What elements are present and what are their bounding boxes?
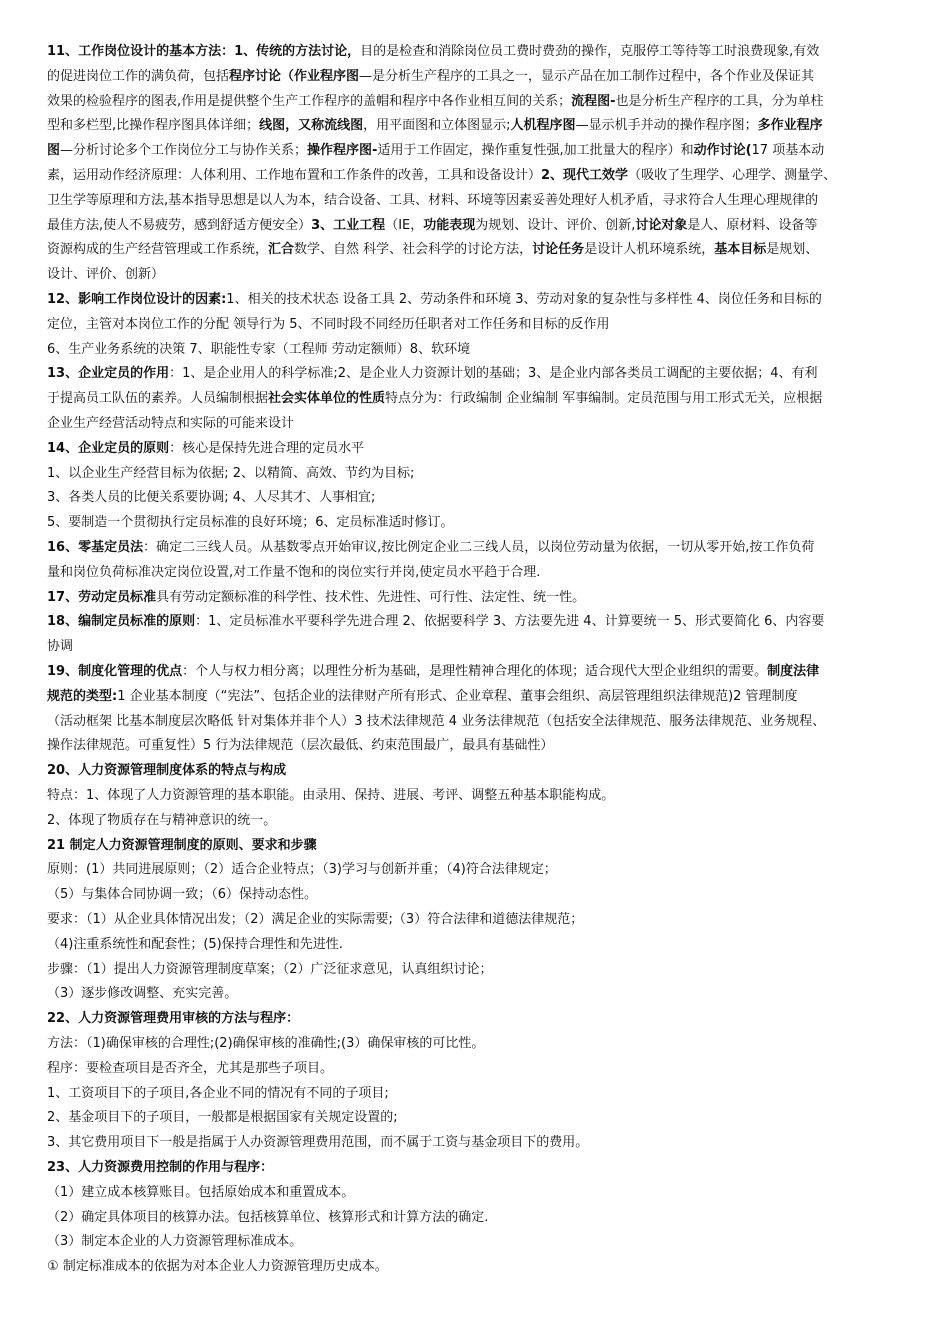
text-run: 于提高员工队伍的素养。人员编制根据 (47, 391, 269, 407)
text-run: —显示机手并动的操作程序图； (575, 118, 758, 134)
text-run: ① 制定标准成本的依据为对本企业人力资源管理历史成本。 (47, 1259, 388, 1275)
text-run: （3）制定本企业的人力资源管理标准成本。 (47, 1234, 303, 1250)
text-run: （活动框架 比基本制度层次略低 针对集体并非个人）3 技术法律规范 4 业务法律规范（包括安全法律规范、服务法律规范、业务规程、 (47, 713, 826, 729)
text-run: 3、各类人员的比便关系要协调; 4、人尽其才、人事相宜; (47, 490, 376, 506)
text-run: 原则：(1）共同进展原则；（2）适合企业特点；（3)学习与创新并重；（4)符合法律规定； (47, 862, 557, 878)
bold-text: 图 (47, 143, 61, 159)
text-line (47, 189, 907, 213)
text-line (47, 214, 907, 238)
text-run: 为规划、设计、评价、创新, (475, 217, 636, 233)
text-run: ，用平面图和立体图显示; (363, 118, 511, 134)
text-line (47, 809, 907, 833)
text-line (47, 40, 907, 64)
text-run: （4)注重系统性和配套性；(5)保持合理性和先进性. (47, 936, 343, 952)
bold-text: 操作程序图- (307, 143, 378, 159)
bold-text: 1、传统的方法讨论， (234, 44, 361, 59)
text-line (47, 1181, 907, 1205)
text-run: 5、要制造一个贯彻执行定员标准的良好环境；6、定员标准适时修订。 (47, 515, 454, 531)
text-line (47, 1032, 907, 1056)
text-run: ：核心是保持先进合理的定员水平 (169, 440, 365, 456)
text-run: 设计、评价、创新） (47, 267, 165, 283)
bold-text: 功能表现 (423, 217, 476, 233)
text-line (47, 437, 907, 461)
text-line (47, 982, 907, 1006)
text-run: 具有劳动定额标准的科学性、技术性、先进性、可行性、法定性、统一性。 (156, 589, 586, 605)
text-run: 2、体现了物质存在与精神意识的统一。 (47, 812, 277, 828)
text-line (47, 1082, 907, 1106)
text-line (47, 139, 907, 163)
text-line (47, 1007, 907, 1031)
text-line (47, 1255, 907, 1279)
text-line (47, 238, 907, 262)
text-run: （吸收了生理学、心理学、测量学、 (628, 168, 837, 183)
text-run: 素，运用动作经济原理：人体利用、工作地布置和工作条件的改善，工具和设备设计） (47, 168, 542, 183)
text-line (47, 734, 907, 758)
text-run: 最佳方法,使人不易疲劳，感到舒适方便安全） (47, 217, 312, 233)
text-line (47, 1156, 907, 1180)
text-line (47, 908, 907, 932)
text-run: 是人、原材料、设备等 (687, 217, 818, 233)
text-line (47, 486, 907, 510)
text-line (47, 65, 907, 89)
text-run: 是设计人机环境系统， (584, 242, 715, 258)
text-line (47, 90, 907, 114)
text-run: 数学、自然 科学、社会科学的讨论方法， (294, 242, 533, 258)
text-line (47, 164, 907, 188)
text-run: 也是分析生产程序的工具，分为单柱 (615, 93, 824, 109)
text-run: 企业生产经营活动特点和实际的可能来设计 (47, 416, 295, 431)
bold-text: 讨论对象 (635, 217, 688, 233)
bold-text: 多作业程序 (757, 118, 823, 134)
text-line (47, 561, 907, 585)
text-line (47, 387, 907, 411)
text-run: 资源构成的生产经营管理或工作系统， (47, 242, 269, 258)
text-line (47, 1131, 907, 1155)
text-run: 定位，主管对本岗位工作的分配 领导行为 5、不同时段不同经历任职者对工作任务和目标的反作用 (47, 316, 610, 332)
text-run: 是规划、 (766, 242, 819, 258)
bold-text: 22、人力资源管理费用审核的方法与程序： (47, 1011, 300, 1027)
text-run: （5）与集体合同协调一致；（6）保持动态性。 (47, 887, 318, 903)
bold-text: 14、企业定员的原则 (47, 440, 170, 456)
text-run: 1、工资项目下的子项目,各企业不同的情况有不同的子项目; (47, 1085, 389, 1101)
text-line (47, 536, 907, 560)
bold-text: 流程图- (571, 93, 616, 109)
text-run: 6、生产业务系统的决策 7、职能性专家（工程师 劳动定额师）8、软环境 (47, 341, 471, 357)
text-run: 效果的检验程序的图表,作用是提供整个生产工作程序的盖帽和程序中各作业相互间的关系； (47, 93, 572, 109)
text-line (47, 858, 907, 882)
text-line (47, 784, 907, 808)
text-run: 程序：要检查项目是否齐全，尤其是那些子项目。 (47, 1060, 334, 1076)
bold-text: 11、工作岗位设计的基本方法： (47, 44, 235, 59)
text-line (47, 1206, 907, 1230)
text-line (47, 933, 907, 957)
text-run: 3、其它费用项目下一般是指属于人办资源管理费用范围，而不属于工资与基金项目下的费用。 (47, 1135, 589, 1151)
text-run: 的促进岗位工作的满负荷，包括 (47, 68, 230, 84)
bold-text: 程序讨论（作业程序图 (229, 68, 360, 84)
bold-text: 16、零基定员法 (47, 540, 144, 555)
text-run: 1、以企业生产经营目标为依据; 2、以精简、高效、节约为目标; (47, 465, 415, 481)
text-line (47, 958, 907, 982)
bold-text: 3、工业工程 (311, 217, 386, 233)
text-run: —是分析生产程序的工具之一，显示产品在加工制作过程中，各个作业及保证其 (359, 68, 815, 84)
text-line (47, 114, 907, 138)
text-run: 协调 (47, 639, 74, 655)
bold-text: 19、制度化管理的优点 (47, 664, 183, 679)
text-line (47, 1106, 907, 1130)
text-line (47, 263, 907, 287)
bold-text: 社会实体单位的性质 (268, 391, 386, 407)
text-run: 2、基金项目下的子项目，一般都是根据国家有关规定设置的; (47, 1110, 398, 1126)
text-line (47, 313, 907, 337)
bold-text: 动作讨论( (693, 143, 752, 159)
text-run: （2）确定具体项目的核算办法。包括核算单位、核算形式和计算方法的确定. (47, 1209, 489, 1225)
text-run: （1）建立成本核算账目。包括原始成本和重置成本。 (47, 1184, 355, 1200)
text-run: 1 企业基本制度（“宪法”、包括企业的法律财产所有形式、企业章程、董事会组织、高层管理组织法律规范)2 管理制度 (117, 688, 798, 704)
text-run: 步骤：（1）提出人力资源管理制度草案；（2）广泛征求意见，认真组织讨论； (47, 961, 493, 977)
text-run: ：1、定员标准水平要科学先进合理 2、依据要科学 3、方法要先进 4、计算要统一 5、形式要简化 6、内容要 (195, 614, 825, 630)
text-line (47, 883, 907, 907)
bold-text: 讨论任务 (532, 242, 585, 258)
text-line (47, 685, 907, 709)
text-run: 特点：1、体现了人力资源管理的基本职能。由录用、保持、进展、考评、调整五种基本职能构成。 (47, 788, 615, 803)
text-line (47, 1230, 907, 1254)
text-line (47, 834, 907, 858)
text-line (47, 412, 907, 436)
text-line (47, 610, 907, 634)
text-run: 型和多栏型,比操作程序图具体详细； (47, 118, 260, 134)
text-line (47, 362, 907, 386)
text-line (47, 660, 907, 684)
text-run: 量和岗位负荷标准决定岗位设置,对工作量不饱和的岗位实行并岗,使定员水平趋于合理. (47, 564, 541, 580)
text-line (47, 338, 907, 362)
bold-text: 20、人力资源管理制度体系的特点与构成 (47, 763, 287, 779)
bold-text: 规范的类型: (47, 688, 118, 704)
text-run: —分析讨论多个工作岗位分工与协作关系； (60, 143, 308, 159)
bold-text: 2、现代工效学 (541, 168, 629, 183)
text-run: （IE， (385, 217, 424, 233)
text-run: ：确定二三线人员。从基数零点开始审议,按比例定企业二三线人员，以岗位劳动量为依据，一切从零开始,按工作负荷 (143, 540, 815, 555)
text-run: 卫生学等原理和方法,基本指导思想是以人为本，结合设备、工具、材料、环境等因素妥善处理好人机矛盾，寻求符合人生理心理规律的 (47, 192, 819, 208)
text-run: （3）逐步修改调整、充实完善。 (47, 986, 238, 1002)
text-run: 17 项基本动 (751, 143, 825, 159)
text-line (47, 462, 907, 486)
bold-text: 21 制定人力资源管理制度的原则、要求和步骤 (47, 837, 317, 853)
bold-text: 12、影响工作岗位设计的因素: (47, 292, 227, 307)
text-line (47, 635, 907, 659)
bold-text: 汇合 (268, 242, 295, 258)
bold-text: 线图，又称流线图 (259, 118, 364, 134)
text-run: ：个人与权力相分离；以理性分析为基础，是理性精神合理化的体现；适合现代大型企业组织的需要。 (182, 664, 768, 679)
text-line (47, 511, 907, 535)
text-run: 要求：（1）从企业具体情况出发；（2）满足企业的实际需要;（3）符合法律和道德法律规范； (47, 912, 584, 927)
text-run: 操作法律规范。可重复性）5 行为法律规范（层次最低、约束范围最广，最具有基础性） (47, 738, 554, 754)
text-line (47, 759, 907, 783)
bold-text: 13、企业定员的作用 (47, 366, 170, 382)
text-run: ：1、是企业用人的科学标准;2、是企业人力资源计划的基础；3、是企业内部各类员工调配的主要依据；4、有利 (169, 366, 818, 382)
text-run: 1、相关的技术状态 设备工具 2、劳动条件和环境 3、劳动对象的复杂性与多样性 4、岗位任务和目标的 (226, 292, 822, 307)
bold-text: 23、人力资源费用控制的作用与程序： (47, 1160, 274, 1175)
bold-text: 人机程序图 (510, 118, 576, 134)
text-run: 方法：（1)确保审核的合理性;(2)确保审核的准确性;(3）确保审核的可比性。 (47, 1036, 485, 1051)
text-line (47, 288, 907, 312)
text-line (47, 1057, 907, 1081)
bold-text: 基本目标 (714, 242, 767, 258)
bold-text: 制度法律 (767, 664, 820, 679)
text-run: 适用于工作固定，操作重复性强,加工批量大的程序）和 (377, 143, 694, 159)
bold-text: 18、编制定员标准的原则 (47, 614, 196, 630)
bold-text: 17、劳动定员标准 (47, 589, 157, 605)
text-run: 目的是检查和消除岗位员工费时费劲的操作，克服停工等待等工时浪费现象,有效 (360, 44, 820, 59)
text-run: 特点分为：行政编制 企业编制 军事编制。定员范围与用工形式无关，应根据 (385, 391, 823, 407)
text-line (47, 586, 907, 610)
text-line (47, 710, 907, 734)
